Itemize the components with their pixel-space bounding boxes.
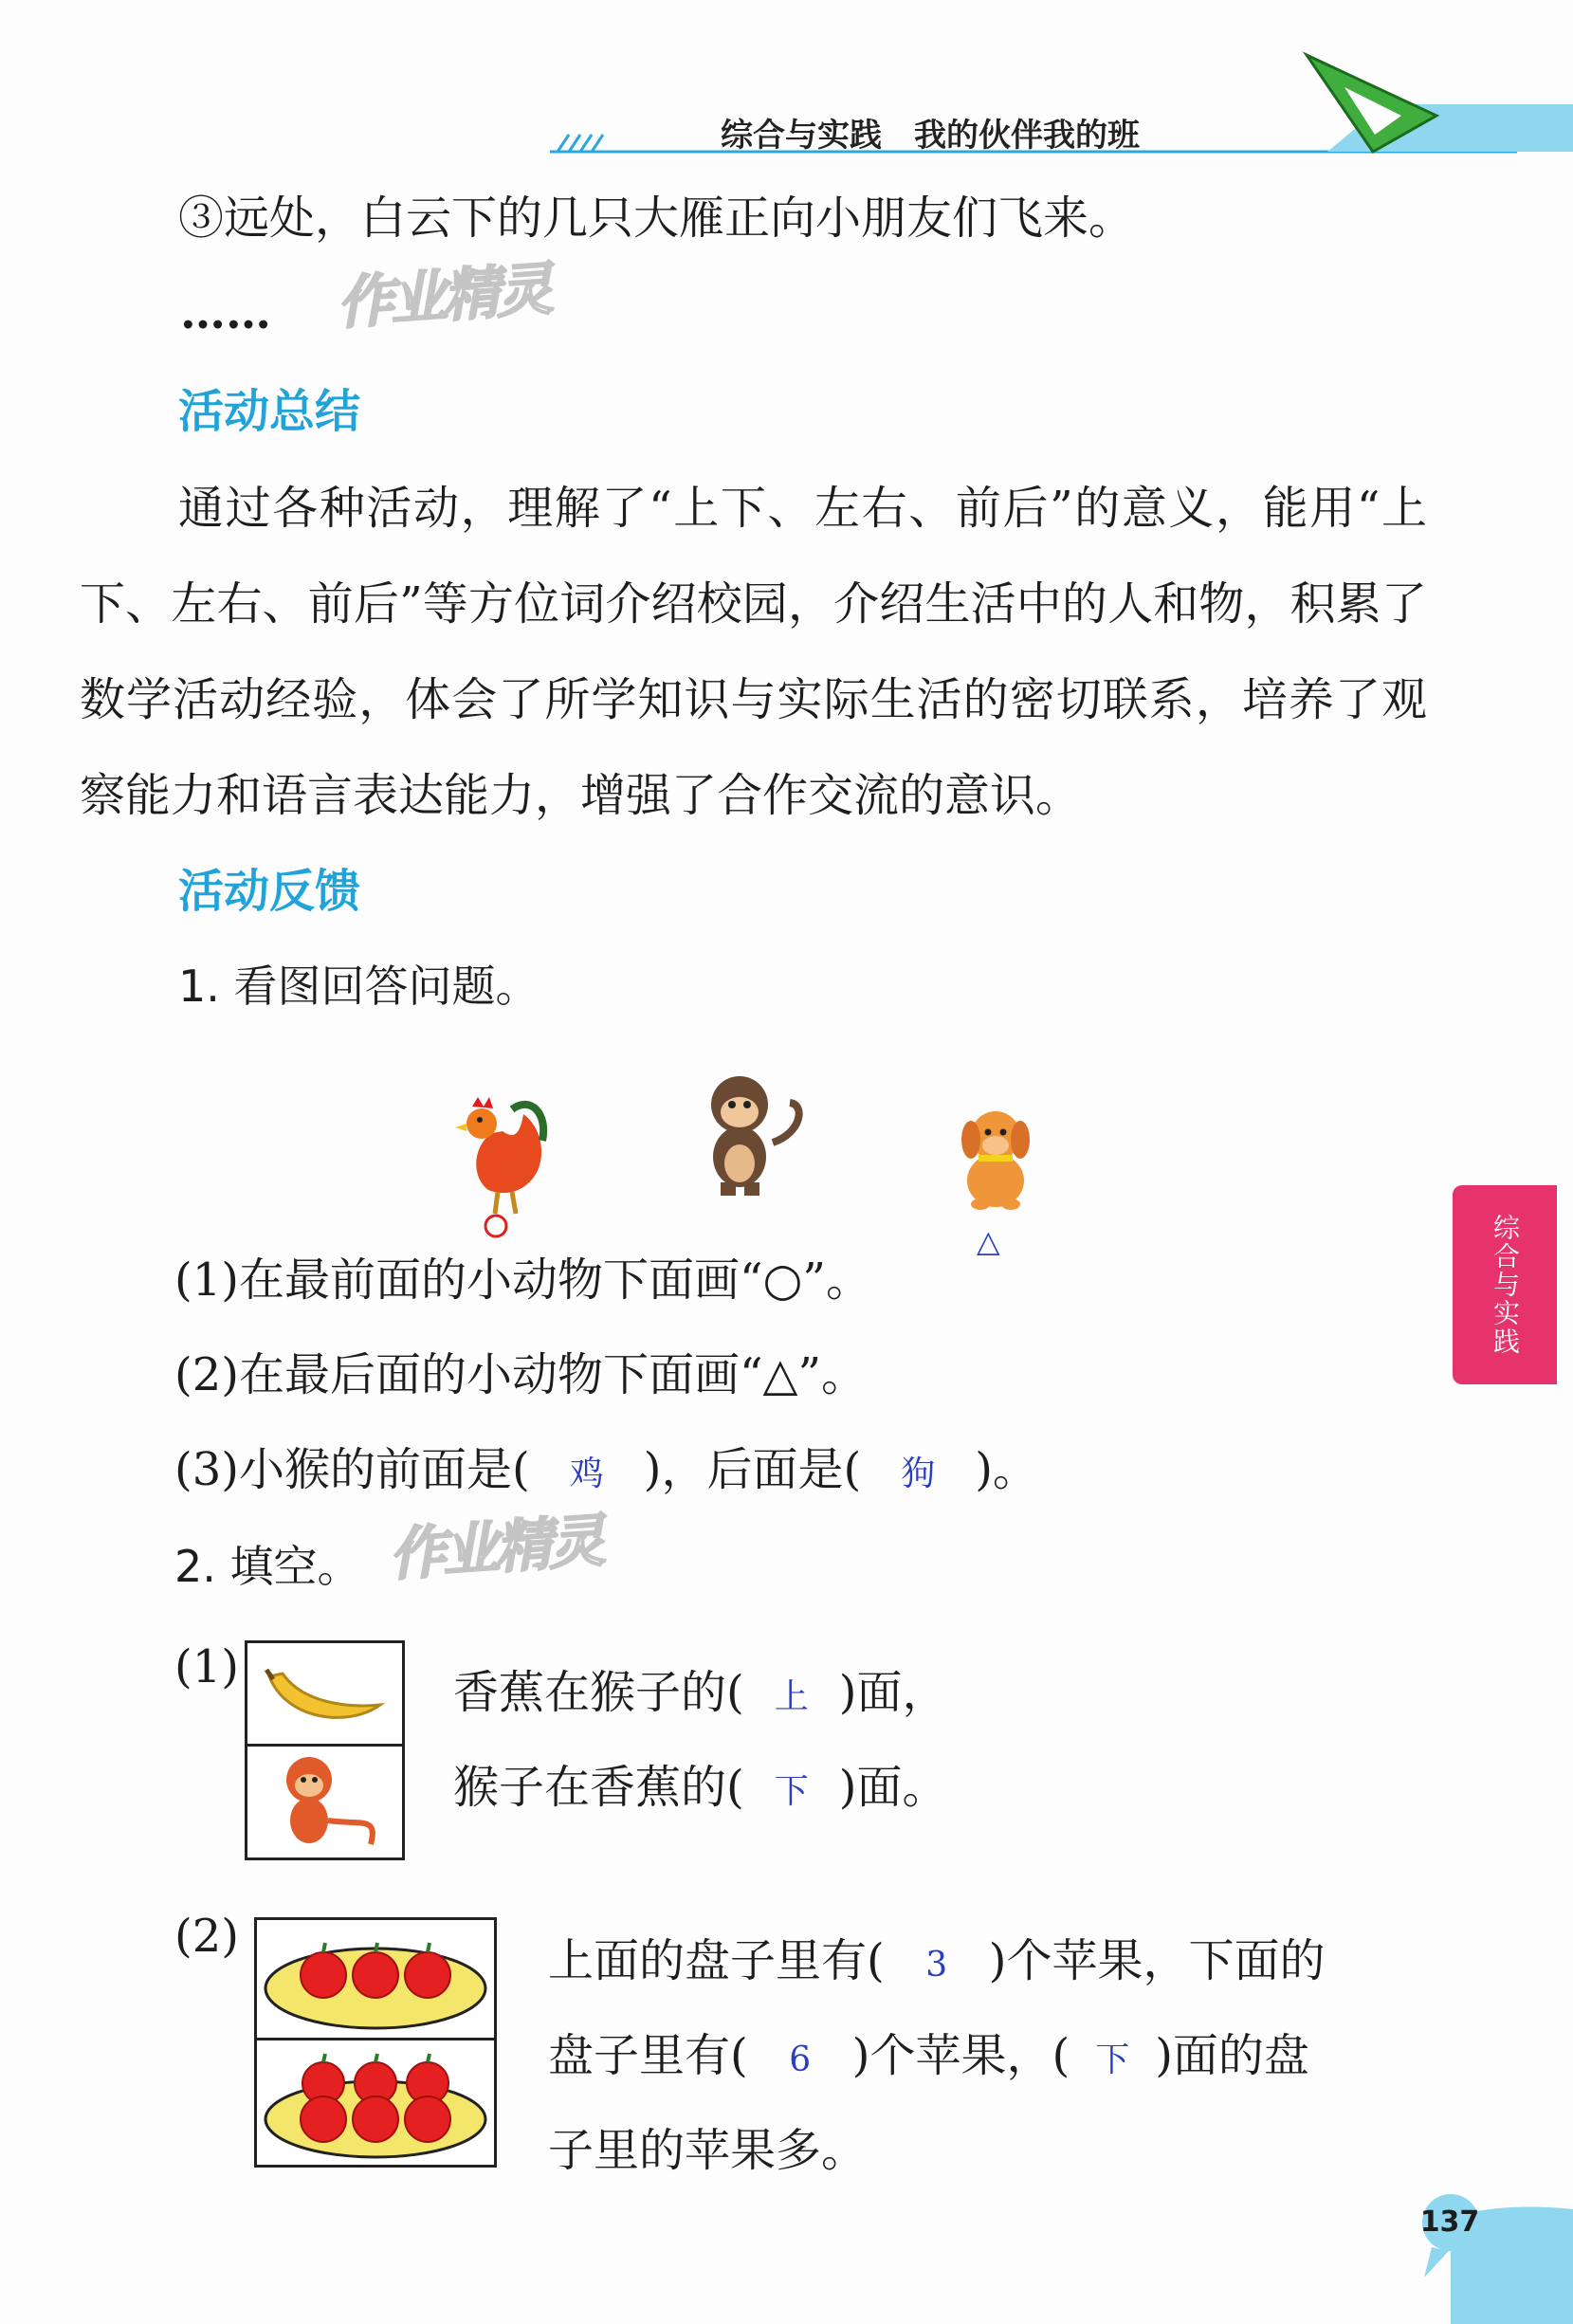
apple-plates-figure [254, 1917, 497, 2168]
figure-divider [257, 2038, 494, 2040]
q2-p2-label: (2) [174, 1910, 239, 1963]
q2-p2-line2 [548, 2027, 1309, 2089]
q2-p1-label: (1) [174, 1640, 239, 1693]
q2-p2-answer-3: 下 [1095, 2040, 1130, 2079]
banana-monkey-figure [245, 1640, 405, 1860]
summary-text: 通过各种活动，理解了“上下、左右、前后”的意义，能用“上下、左右、前后”等方位词介绍校园，介绍生活中的人和物，积累了数学活动经验，体会了所学知识与实际生活的密切联系，培养了观察能力和语言表达能力，增强了合作交流的意识。 [80, 482, 1427, 822]
monkey-icon [687, 1067, 811, 1199]
watermark-2: 作业精灵 [387, 1508, 604, 1589]
set-square-icon [1299, 47, 1441, 156]
circle-mark [482, 1212, 510, 1240]
q2-p2-l2-b: )个苹果，( [851, 2029, 1070, 2082]
ellipsis: …… [180, 286, 271, 339]
q2-p1-l2-b: )面。 [838, 1761, 948, 1814]
q1-s3-b: )，后面是( [643, 1443, 862, 1496]
q2-p1-l1-a: 香蕉在猴子的( [453, 1666, 744, 1719]
triangle-mark: △ [977, 1223, 1000, 1259]
q1-answer-front: 鸡 [569, 1455, 604, 1493]
q2-p1-answer-2: 下 [774, 1772, 809, 1811]
q1-s3-c: )。 [975, 1443, 1038, 1496]
q2-title: 2. 填空。 [174, 1541, 361, 1592]
watermark: 作业精灵 [335, 256, 552, 338]
q2-p2-l1-b: )个苹果，下面的 [988, 1934, 1326, 1987]
summary-heading: 活动总结 [178, 385, 361, 438]
q1-s3-a: (3)小猴的前面是( [174, 1443, 530, 1496]
q1-answer-back: 狗 [901, 1455, 936, 1493]
q2-p1-answer-1: 上 [774, 1677, 809, 1716]
q2-p2-l2-a: 盘子里有( [548, 2029, 748, 2082]
q1-s2: (2)在最后面的小动物下面画“△”。 [174, 1348, 867, 1401]
q2-p1-l2-a: 猴子在香蕉的( [453, 1761, 744, 1814]
q2-p2-answer-1: 3 [925, 1946, 948, 1985]
intro-line: ③远处，白云下的几只大雁正向小朋友们飞来。 [178, 192, 1135, 245]
q2-p1-l1-b: )面， [838, 1666, 948, 1719]
q2-p2-l2-c: )面的盘 [1155, 2029, 1309, 2082]
banana-icon [262, 1662, 385, 1733]
header-title: 综合与实践 我的伙伴我的班 [721, 117, 1140, 155]
q2-p2-answer-2: 6 [789, 2040, 812, 2079]
monkey-small-icon [266, 1749, 390, 1854]
q2-p1-line1 [453, 1664, 947, 1726]
dog-icon [948, 1100, 1043, 1214]
q2-p2-l1-a: 上面的盘子里有( [548, 1934, 885, 1987]
q2-p2-line1 [548, 1932, 1325, 1994]
page-number: 137 [1419, 2205, 1480, 2239]
rooster-icon [446, 1095, 550, 1218]
feedback-heading: 活动反馈 [178, 865, 361, 918]
side-tab: 综合与实践 [1453, 1185, 1557, 1384]
top-plate-icon [262, 1930, 489, 2034]
figure-divider [247, 1744, 402, 1747]
q1-s3 [174, 1441, 1038, 1503]
q1-title: 1. 看图回答问题。 [178, 961, 540, 1012]
q1-s1: (1)在最前面的小动物下面画“○”。 [174, 1253, 871, 1307]
bottom-plate-icon [262, 2043, 489, 2162]
q2-p1-line2 [453, 1759, 947, 1821]
q2-p2-line3: 子里的苹果多。 [548, 2124, 868, 2177]
